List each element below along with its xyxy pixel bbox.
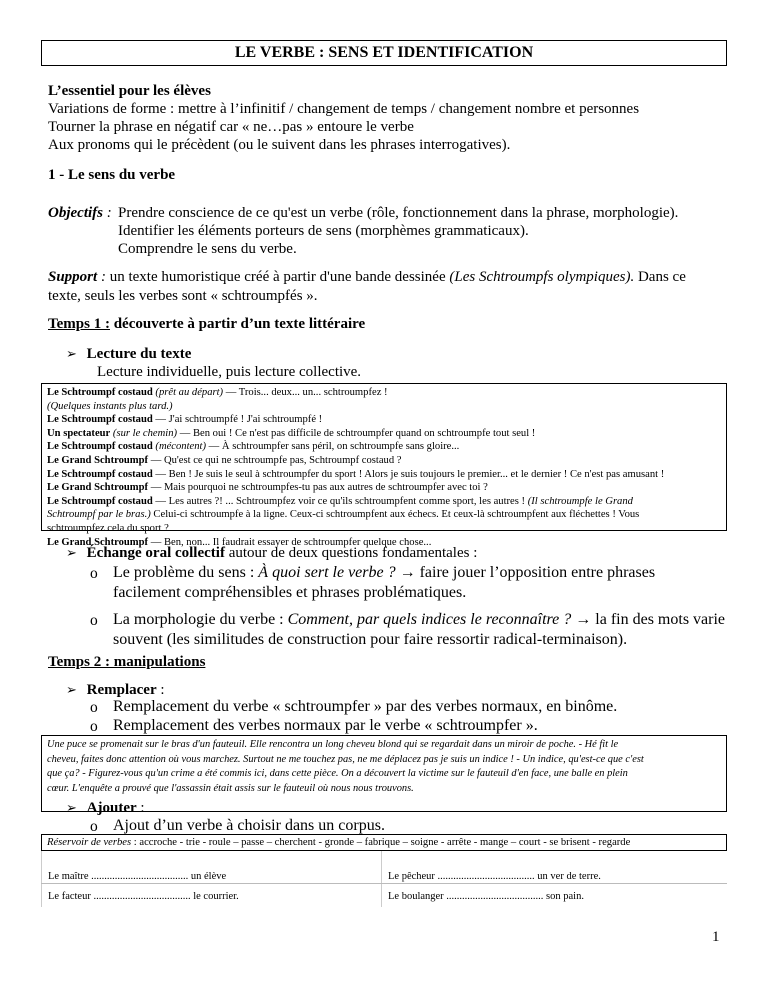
arrow-bullet-icon: ➢ xyxy=(66,346,77,361)
dialogue-box xyxy=(41,383,727,548)
page-number: 1 xyxy=(712,929,720,945)
objectifs-label xyxy=(48,204,112,223)
exercise-1: Le maître ..................................... un élève xyxy=(48,871,227,882)
lecture-sub: Lecture individuelle, puis lecture collective. xyxy=(97,364,362,380)
dialogue-line: Le Schtroumpf costaud — Ben ! Je suis le seul à schtroumpfer du sport ! Alors je suis toujours le premier... et le dernier ! Ce n'est pas amusant ! xyxy=(47,468,665,480)
bullet-lecture xyxy=(66,344,191,364)
objectif-item-3: Comprendre le sens du verbe. xyxy=(118,241,297,257)
dialogue-line: Un spectateur (sur le chemin) — Ben oui ! Ce n'est pas difficile de schtroumpfer quand on schtroumpfe tout seul ! xyxy=(47,427,536,439)
support-text-2: Dans ce xyxy=(634,269,686,285)
remplacer-item-2: Remplacement des verbes normaux par le verbe « schtroumpfer ». xyxy=(113,717,538,734)
objectifs-label-text: Objectifs xyxy=(48,205,103,221)
story-line: cœur. L'enquête a prouvé que l'assassin était assis sur le fauteuil où nous nous trouvons. xyxy=(47,782,414,794)
objectif-item-2: Identifier les éléments porteurs de sens (morphèmes grammaticaux). xyxy=(118,223,529,239)
essentiel-line-2: Tourner la phrase en négatif car « ne…pas » entoure le verbe xyxy=(48,119,414,135)
support-colon: : xyxy=(97,269,106,285)
exercise-3: Le facteur ..................................... le courrier. xyxy=(48,891,239,902)
objectifs-colon: : xyxy=(102,205,112,221)
echange-item-1-cont: facilement compréhensibles et phrases problématiques. xyxy=(113,584,467,601)
temps-2-heading: Temps 2 : manipulations xyxy=(48,654,206,670)
support-line-1 xyxy=(48,268,686,287)
arrow-bullet-icon: ➢ xyxy=(66,800,77,815)
bullet-echange xyxy=(66,543,477,563)
story-line: que ça? - Figurez-vous qu'un crime a été commis ici, dans cette pièce. On a découvert la victime sur le fauteuil d'en face, une balle en plein xyxy=(47,768,628,779)
dialogue-line: schtroumpfez cela du sport ? xyxy=(47,522,169,534)
echange-item-2: La morphologie du verbe : Comment, par quels indices le reconnaître ? → la fin des mots varie xyxy=(113,611,726,628)
circle-bullet-icon: o xyxy=(90,818,98,835)
bullet-ajouter: ➢ Ajouter : xyxy=(66,800,145,816)
echange-item-2-cont: souvent (les similitudes de construction pour faire ressortir radical-terminaison). xyxy=(113,631,628,648)
circle-bullet-icon: o xyxy=(90,612,98,629)
essentiel-heading: L’essentiel pour les élèves xyxy=(48,83,211,99)
dialogue-line: Le Grand Schtroumpf — Ben, non... Il faudrait essayer de schtroumpfer quelque chose... xyxy=(47,536,432,548)
story-line: Une puce se promenait sur le bras d'un fauteuil. Elle rencontra un long cheveu blond qui se regardait dans un miroir de poche. - Hé fit le xyxy=(47,739,619,750)
remplacer-item-1: Remplacement du verbe « schtroumpfer » par des verbes normaux, en binôme. xyxy=(113,698,618,715)
remplacer-label: Remplacer xyxy=(86,682,157,698)
temps-1-rest: découverte à partir d’un texte littéraire xyxy=(109,316,366,332)
ajouter-item: Ajout d’un verbe à choisir dans un corpus. xyxy=(113,817,385,834)
reservoir-box xyxy=(41,834,727,851)
essentiel-line-1: Variations de forme : mettre à l’infinitif / changement de temps / changement nombre et personnes xyxy=(48,101,640,117)
support-text-1: un texte humoristique créé à partir d'une bande dessinée xyxy=(105,269,450,285)
dialogue-line: (Quelques instants plus tard.) xyxy=(47,400,173,412)
dialogue-line: Schtroumpf par le bras.) Celui-ci schtroumpfe à la ligne. Ceux-ci schtroumpfent aux échecs. Et ceux-là schtroumpfent aux fléchettes ! Vous xyxy=(47,509,640,521)
table-row-separator xyxy=(41,883,727,884)
exercise-2: Le pêcheur ..................................... un ver de terre. xyxy=(388,871,601,882)
page-title: LE VERBE : SENS ET IDENTIFICATION xyxy=(41,40,727,66)
table-divider xyxy=(381,851,382,907)
dialogue-line: Le Schtroumpf costaud — J'ai schtroumpfé ! J'ai schtroumpfé ! xyxy=(47,414,323,426)
ajouter-label: Ajouter xyxy=(86,800,137,816)
essentiel-line-3: Aux pronoms qui le précèdent (ou le suivent dans les phrases interrogatives). xyxy=(48,137,511,153)
support-book-title: (Les Schtroumpfs olympiques). xyxy=(449,269,635,285)
objectif-item-1: Prendre conscience de ce qu'est un verbe (rôle, fonctionnement dans la phrase, morphologie). xyxy=(118,205,679,221)
echange-item-1: Le problème du sens : À quoi sert le verbe ? → faire jouer l’opposition entre phrases xyxy=(113,564,656,581)
support-label: Support xyxy=(48,269,98,285)
section-1-heading: 1 - Le sens du verbe xyxy=(48,167,176,183)
bullet-remplacer: ➢ Remplacer : xyxy=(66,682,165,698)
support-line-2: texte, seuls les verbes sont « schtroumpfés ». xyxy=(48,288,318,304)
dialogue-line: Le Schtroumpf costaud — Les autres ?! ... Schtroumpfez voir ce qu'ils schtroumpfent comme sport, les autres ! (Il schtroumpfe le Grand xyxy=(47,495,633,507)
arrow-bullet-icon: ➢ xyxy=(66,682,77,697)
circle-bullet-icon: o xyxy=(90,699,98,716)
arrow-bullet-icon: ➢ xyxy=(66,545,77,560)
dialogue-line: Le Grand Schtroumpf — Mais pourquoi ne schtroumpfes-tu pas aux autres de schtroumpfer avec toi ? xyxy=(47,482,488,494)
exercise-4: Le boulanger ..................................... son pain. xyxy=(388,891,584,902)
echange-bold: Échange oral collectif xyxy=(86,545,225,561)
temps-1-label: Temps 1 : xyxy=(48,316,110,332)
circle-bullet-icon: o xyxy=(90,718,98,735)
temps-1-heading xyxy=(48,315,365,334)
reservoir-list: : accroche - trie - roule – passe – cherchent - gronde – fabrique – soigne - arrête - mange – court - se brisent - regarde xyxy=(131,837,631,848)
dialogue-line: Le Grand Schtroumpf — Qu'est ce qui ne schtroumpfe pas, Schtroumpf costaud ? xyxy=(47,454,402,466)
lecture-heading: Lecture du texte xyxy=(86,346,192,362)
circle-bullet-icon: o xyxy=(90,565,98,582)
reservoir-label: Réservoir de verbes xyxy=(47,837,132,848)
echange-rest: autour de deux questions fondamentales : xyxy=(224,545,478,561)
story-line: cheveu, faites donc attention où vous marchez. Surtout ne me touchez pas, ne me déplacez pas je suis un indice ! - Un indice, qu'est-ce que c'est xyxy=(47,753,644,765)
dialogue-line: Le Schtroumpf costaud (prêt au départ) — Trois... deux... un... schtroumpfez ! xyxy=(47,387,388,398)
dialogue-line: Le Schtroumpf costaud (mécontent) — À schtroumpfer sans péril, on schtroumpfe sans gloire... xyxy=(47,441,460,453)
